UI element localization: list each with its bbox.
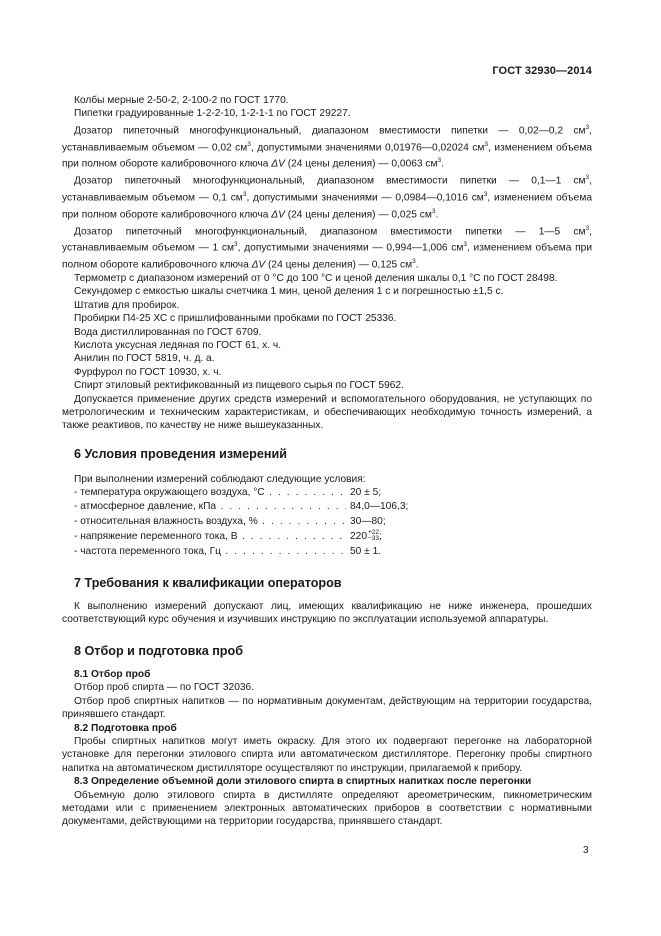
condition-row: - температура окружающего воздуха, °С . . . 20 ± 5; (74, 486, 592, 500)
equipment-note: Допускается применение других средств измерений и вспомогательного оборудования, не уступающих по метрологическим и техническим характеристикам, и обеспечивающих необходимую точность измерений, а также реактивов, по качеству не ниже вышеуказанных. (62, 393, 592, 432)
equipment-item: Спирт этиловый ректификованный из пищевого сырья по ГОСТ 5962. (74, 380, 404, 392)
page-number: 3 (583, 845, 589, 856)
subsection-8-3-title: 8.3 Определение объемной доли этилового спирта в спиртных напитках после перегонки (74, 776, 532, 788)
paragraph: Объемную долю этилового спирта в дистилляте определяют ареометрическим, пикнометрическим методами или с применением электронных автоматических приборов в соответствии с нормативными документами, действующими на территории государства, принявшего стандарт. (62, 789, 592, 828)
condition-row: - относительная влажность воздуха, % . . . 30—80; (74, 515, 592, 529)
conditions-list (62, 486, 592, 559)
section-6-title: 6 Условия проведения измерений (74, 446, 287, 461)
condition-row: - напряжение переменного тока, В . . . 220 +22 −33 ; (74, 529, 592, 545)
page-body (62, 0, 592, 829)
equipment-item: Колбы мерные 2-50-2, 2-100-2 по ГОСТ 1770. (74, 95, 289, 106)
equipment-item: Вода дистиллированная по ГОСТ 6709. (74, 326, 262, 338)
equipment-item: Пипетки градуированные 1-2-2-10, 1-2-1-1 по ГОСТ 29227. (74, 108, 351, 120)
condition-row: - частота переменного тока, Гц . . . 50 ± 1. (74, 545, 592, 559)
section-7-text: К выполнению измерений допускают лиц, имеющих квалификацию не ниже инженера, прошедших соответствующий курс обучения и изучивших инструкцию по эксплуатации используемой аппаратуры. (62, 601, 592, 626)
section-7-title: 7 Требования к квалификации операторов (74, 576, 342, 591)
equipment-item: Секундомер с емкостью шкалы счетчика 1 мин, ценой деления 1 с и погрешностью ±1,5 с. (74, 286, 504, 298)
equipment-item: Пробирки П4-25 ХС с пришлифованными пробками по ГОСТ 25336. (74, 313, 397, 325)
paragraph: Отбор проб спирта — по ГОСТ 32036. (74, 682, 255, 694)
document-header: ГОСТ 32930—2014 (492, 65, 592, 77)
equipment-item: Термометр с диапазоном измерений от 0 °С до 100 °С и ценой деления шкалы 0,1 °С по ГОСТ 28498. (74, 272, 558, 284)
conditions-intro: При выполнении измерений соблюдают следующие условия: (74, 473, 366, 485)
subsection-8-1-title: 8.1 Отбор проб (74, 668, 151, 680)
subsection-8-2-title: 8.2 Подготовка проб (74, 722, 177, 734)
equipment-item: Кислота уксусная ледяная по ГОСТ 61, х. ч. (74, 340, 282, 352)
doser-item: Дозатор пипеточный многофункциональный, диапазоном вместимости пипетки — 0,1—1 $см^3$, устанавливаемым объемом — 0,1 $см^3$, допустимыми значениями — 0,0984—0,1016 $см^3$, изменением объема при полном обороте калибровочного ключа ΔV (24 цены деления) — 0,025 $см^3$. (62, 174, 592, 221)
doser-item: Дозатор пипеточный многофункциональный, диапазоном вместимости пипетки — 0,02—0,2 $см^3$, устанавливаемым объемом — 0,02 $см^3$, допустимыми значениями 0,01976—0,02024 $см^3$, изменением объема при полном обороте калибровочного ключа ΔV (24 цены деления) — 0,0063 $см^3$. (62, 123, 592, 170)
paragraph: Отбор проб спиртных напитков — по нормативным документам, действующим на территории государства, принявшего стандарт. (62, 695, 592, 721)
section-8-title: 8 Отбор и подготовка проб (74, 643, 243, 658)
paragraph: Пробы спиртных напитков могут иметь окраску. Для этого их подвергают перегонке на лабораторной установке для перегонки этилового спирта или автоматическом дистилляторе. Перегонку пробы спиртного напитка на автоматическом дистилляторе осуществляют по инструкции, прилагаемой к прибору. (62, 735, 592, 774)
condition-row: - атмосферное давление, кПа . . . 84,0—106,3; (74, 500, 592, 514)
doser-item: Дозатор пипеточный многофункциональный, диапазоном вместимости пипетки — 1—5 $см^3$, устанавливаемым объемом — 1 $см^3$, допустимыми значениями — 0,994—1,006 $см^3$, изменением объема при полном обороте калибровочного ключа ΔV (24 цены деления) — 0,125 $см^3$. (62, 224, 593, 271)
equipment-item: Фурфурол по ГОСТ 10930, х. ч. (74, 366, 222, 378)
equipment-item: Анилин по ГОСТ 5819, ч. д. а. (74, 353, 215, 365)
equipment-item: Штатив для пробирок. (74, 299, 180, 311)
